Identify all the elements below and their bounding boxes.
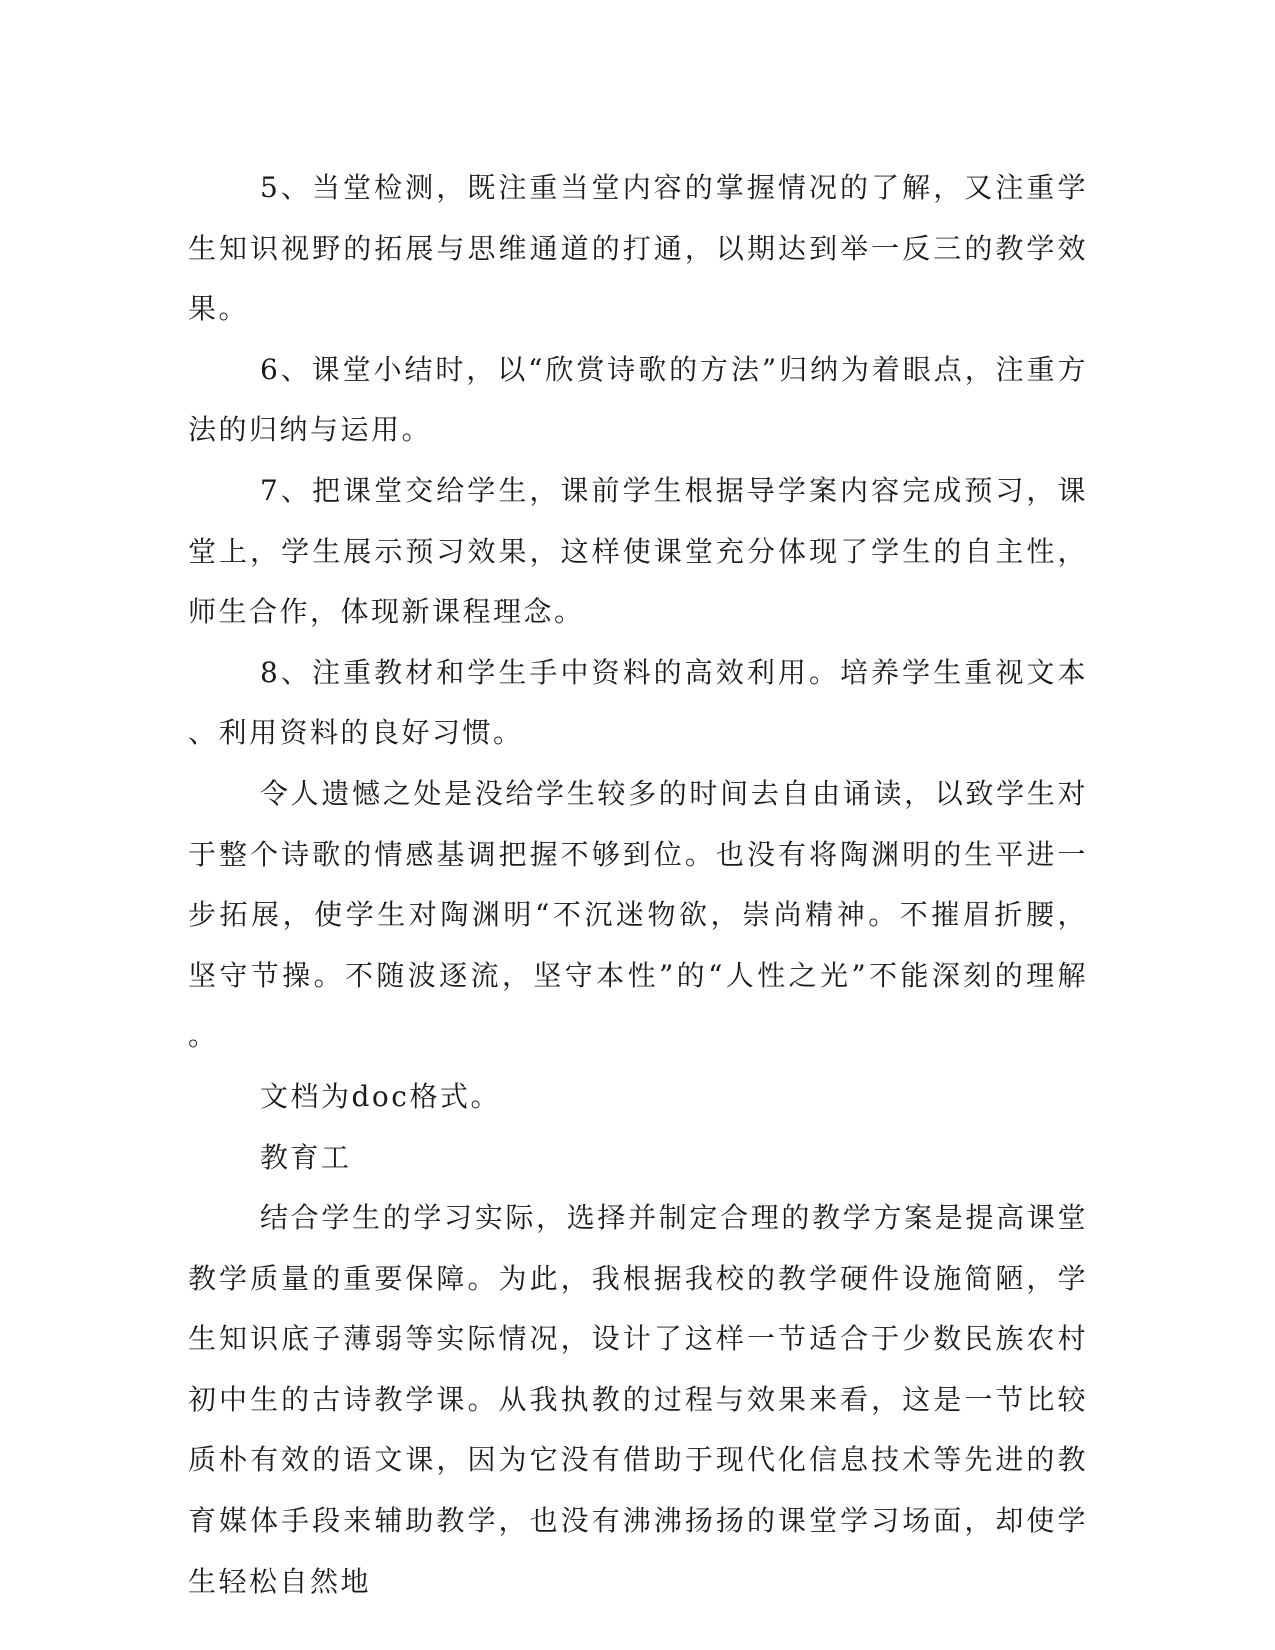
paragraph-format-note: 文档为doc格式。 xyxy=(260,1079,501,1113)
paragraph-item-8: 8、注重教材和学生手中资料的高效利用。培养学生重视文本、利用资料的良好习惯。 xyxy=(188,655,1088,750)
paragraph-item-6: 6、课堂小结时，以“欣赏诗歌的方法”归纳为着眼点，注重方法的归纳与运用。 xyxy=(188,352,1088,447)
paragraph-section-label: 教育工 xyxy=(260,1140,352,1174)
paragraph-item-7: 7、把课堂交给学生，课前学生根据导学案内容完成预习，课堂上，学生展示预习效果，这样使课堂充分体现了学生的自主性，师生合作，体现新课程理念。 xyxy=(188,473,1088,629)
paragraph-regret: 令人遗憾之处是没给学生较多的时间去自由诵读，以致学生对于整个诗歌的情感基调把握不够到位。也没有将陶渊明的生平进一步拓展，使学生对陶渊明“不沉迷物欲，崇尚精神。不摧眉折腰，坚守节操。不随波逐流，坚守本性”的“人性之光”不能深刻的理解。 xyxy=(188,776,1088,1053)
paragraph-reflection: 结合学生的学习实际，选择并制定合理的教学方案是提高课堂教学质量的重要保障。为此，我根据我校的教学硬件设施简陋，学生知识底子薄弱等实际情况，设计了这样一节适合于少数民族农村初中生的古诗教学课。从我执教的过程与效果来看，这是一节比较质朴有效的语文课，因为它没有借助于现代化信息技术等先进的教育媒体手段来辅助教学，也没有沸沸扬扬的课堂学习场面，却使学生轻松自然地 xyxy=(188,1201,1088,1598)
paragraph-item-5: 5、当堂检测，既注重当堂内容的掌握情况的了解，又注重学生知识视野的拓展与思维通道的打通，以期达到举一反三的教学效果。 xyxy=(188,171,1088,326)
document-body xyxy=(188,158,1088,1612)
